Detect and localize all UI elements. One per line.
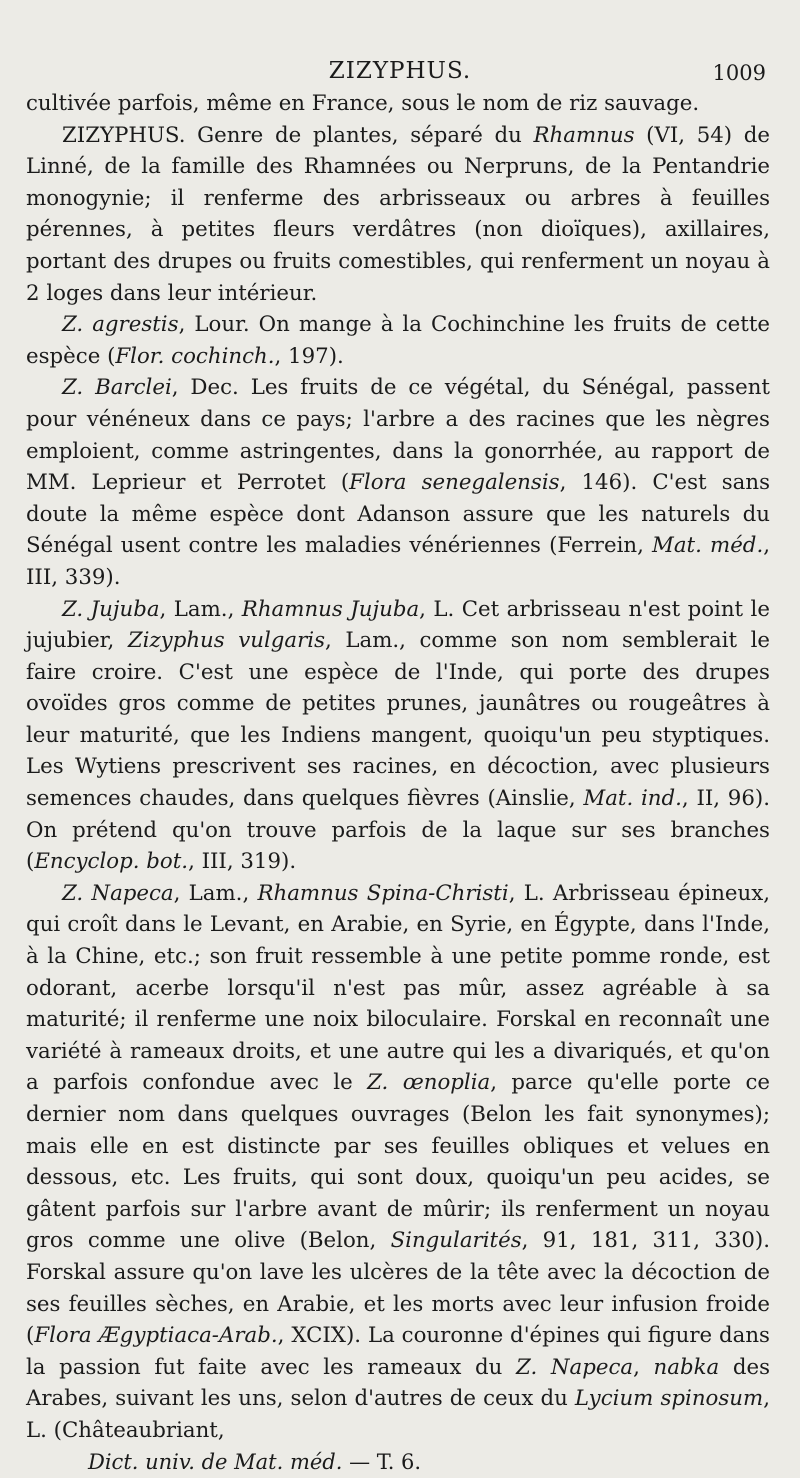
text-run: , Lam., comme son nom semblerait le faire croire. C'est une espèce de l'Inde, qui porte des drupes ovoïdes gros comme de petites prunes, jaunâtres ou rougeâtres à leur maturité, que les Indiens mangent, quoiqu'un peu styptiques. Les Wytiens prescrivent ses racines, en décoction, avec plusieurs semences chaudes, dans quelques fièvres (Ainslie, [26, 628, 770, 812]
italic-run: Mat. méd. [652, 533, 764, 559]
text-run: , L. Arbrisseau épineux, qui croît dans le Levant, en Arabie, en Syrie, en Égypte, dans l'Inde, à la Chine, etc.; son fruit ressemble à une petite pomme ronde, est odorant, acerbe lorsqu'il n'est pas mûr, assez agréable à sa maturité; il renferme une noix biloculaire. Forskal en reconnaît une variété à rameaux droits, et une autre qui les a divariqués, et qu'on a parfois confondue avec le [26, 880, 771, 1096]
text-run: , L. Cet arbrisseau n'est point le jujubier, [26, 596, 770, 654]
text-run: , parce qu'elle porte ce dernier nom dans quelques ouvrages (Belon les fait synonymes); mais elle en est distincte par ses feuilles obliques et velues en dessous, etc. Les fruits, qui sont doux, quoiqu'un peu acides, se gâtent parfois sur l'arbre avant de mûrir; ils renferment un noyau gros comme une olive (Belon, [26, 1070, 770, 1254]
page-number: 1009 [712, 61, 766, 85]
italic-run: Rhamnus [533, 122, 635, 148]
article-body [26, 88, 770, 1478]
paragraph-barclei [26, 372, 770, 593]
italic-run: Z. Napeca [516, 1354, 634, 1380]
text-run: des Arabes, suivant les uns, selon d'autres de ceux du [26, 1354, 771, 1412]
text-run: , 197). [274, 343, 344, 369]
signature-volume: — T. 6. [342, 1449, 422, 1474]
text-run: , III, 319). [188, 849, 297, 875]
signature-title: Dict. univ. de Mat. méd. [88, 1449, 343, 1474]
italic-run: Lycium spinosum [574, 1386, 764, 1412]
italic-run: Rhamnus Jujuba [241, 596, 420, 622]
paragraph-continued [26, 88, 770, 120]
italic-run: Flora Ægyptiaca-Arab. [34, 1323, 278, 1349]
species-name: Z. agrestis [62, 312, 179, 338]
italic-run: Rhamnus Spina-Christi [257, 880, 509, 906]
italic-run: Z. œnoplia [367, 1070, 491, 1096]
text-run: , Lour. On mange à la Cochinchine les fruits de cette espèce ( [26, 312, 771, 369]
paragraph-agrestis [26, 309, 770, 372]
text-run: , Lam., [159, 596, 242, 622]
italic-run: Mat. ind. [583, 786, 682, 812]
text-run: , II, 96). On prétend qu'on trouve parfois de la laque sur ses branches ( [26, 786, 770, 875]
running-head [0, 58, 800, 88]
species-name: Z. Jujuba [62, 596, 160, 622]
text-run: ZIZYPHUS. Genre de plantes, séparé du [62, 122, 534, 148]
italic-run: Flora senegalensis [349, 470, 560, 496]
text-run: , 91, 181, 311, 330). Forskal assure qu'on lave les ulcères de la tête avec la décoction de ses feuilles sèches, en Arabie, et les morts avec leur infusion froide ( [26, 1228, 770, 1349]
text-run: , 146). C'est sans doute la même espèce dont Adanson assure que les naturels du Sénégal usent contre les maladies vénériennes (Ferrein, [26, 470, 770, 559]
italic-run: Flor. cochinch. [115, 343, 275, 369]
text-run: cultivée parfois, même en France, sous le nom de riz sauvage. [26, 91, 700, 116]
text-run: , Lam., [173, 880, 258, 906]
signature-line [26, 1447, 770, 1478]
text-run: , III, 339). [26, 533, 770, 590]
paragraph-genus-entry [26, 120, 770, 310]
species-name: Z. Napeca [62, 880, 174, 906]
paragraph-napeca [26, 878, 770, 1447]
italic-run: Zizyphus vulgaris [127, 628, 326, 654]
italic-run: Encyclop. bot. [34, 849, 189, 875]
text-run: , Dec. Les fruits de ce végétal, du Sénégal, passent pour vénéneux dans ce pays; l'arbre a des racines que les nègres emploient, comme astringentes, dans la gonorrhée, au rapport de MM. Leprieur et Perrotet ( [26, 375, 770, 496]
running-title: ZIZYPHUS. [328, 58, 472, 84]
paragraph-jujuba [26, 594, 770, 878]
species-name: Z. Barclei [62, 375, 172, 401]
text-run: , XCIX). La couronne d'épines qui figure dans la passion fut faite avec les rameaux du [26, 1323, 770, 1380]
text-run: , [633, 1354, 654, 1380]
italic-run: Singularités [390, 1228, 522, 1254]
text-run: , L. (Châteaubriant, [26, 1386, 770, 1443]
text-run: (VI, 54) de Linné, de la famille des Rhamnées ou Nerpruns, de la Pentandrie monogynie; il renferme des arbrisseaux ou arbres à feuilles pérennes, à petites fleurs verdâtres (non dioïques), axillaires, portant des drupes ou fruits comestibles, qui renferment un noyau à 2 loges dans leur intérieur. [26, 122, 771, 306]
italic-run: nabka [653, 1354, 720, 1380]
